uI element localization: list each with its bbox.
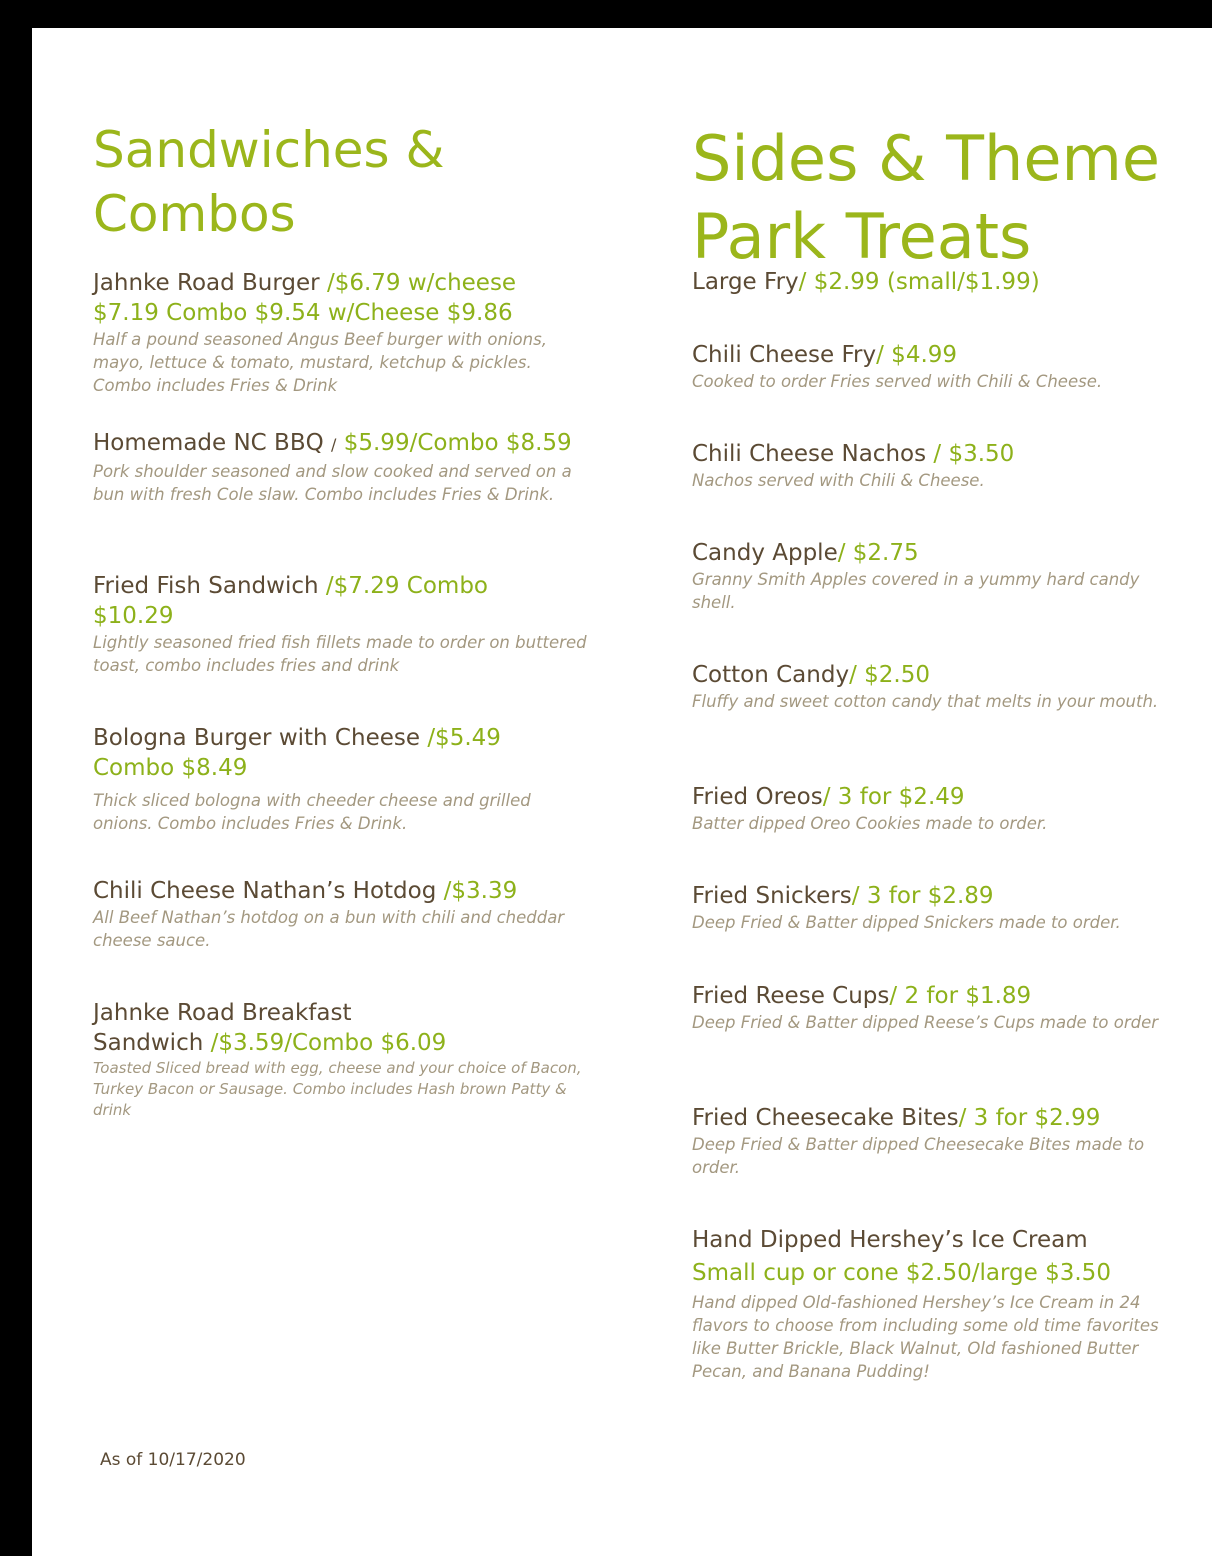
item-name: Chili Cheese Nachos <box>692 441 934 467</box>
item-name: Jahnke Road Breakfast <box>93 1000 352 1026</box>
heading-line-1: Sides & Theme <box>692 122 1160 195</box>
menu-item-fried-snickers <box>692 881 1172 934</box>
menu-item-large-fry <box>692 267 1172 297</box>
item-name: Fried Oreos <box>692 784 823 810</box>
item-title <box>93 876 593 906</box>
item-price: $5.99/Combo $8.59 <box>336 430 572 456</box>
menu-item-chili-cheese-fry <box>692 340 1172 393</box>
item-name: Fried Fish Sandwich <box>93 573 326 599</box>
as-of-date: As of 10/17/2020 <box>100 1450 246 1470</box>
item-name: Chili Cheese Fry <box>692 342 877 368</box>
item-price: / $3.50 <box>933 441 1015 467</box>
menu-item-cotton-candy <box>692 660 1172 713</box>
item-title <box>93 723 593 753</box>
item-title <box>692 981 1172 1011</box>
item-price: / 3 for $2.49 <box>822 784 965 810</box>
item-title <box>692 660 1172 690</box>
item-description: Granny Smith Apples covered in a yummy hard candy shell. <box>692 570 1140 612</box>
item-name: Chili Cheese Nathan’s Hotdog <box>93 878 444 904</box>
item-name: Large Fry <box>692 269 799 295</box>
menu-item-nathans-hotdog <box>93 876 593 952</box>
item-description: All Beef Nathan’s hotdog on a bun with chili and cheddar cheese sauce. <box>93 908 565 950</box>
menu-item-fried-oreos <box>692 782 1172 835</box>
item-description: Nachos served with Chili & Cheese. <box>692 471 985 490</box>
item-title <box>692 881 1172 911</box>
menu-item-fried-cheesecake-bites <box>692 1103 1172 1179</box>
item-price: / $2.50 <box>849 662 930 688</box>
item-name: Candy Apple <box>692 540 838 566</box>
menu-item-jahnke-burger <box>93 268 593 397</box>
item-price: /$6.79 w/cheese <box>326 270 517 296</box>
item-description: Pork shoulder seasoned and slow cooked and served on a bun with fresh Cole slaw. Combo includes Fries & Drink. <box>93 462 572 504</box>
item-name-line-2: Sandwich <box>93 1030 211 1056</box>
item-description: Thick sliced bologna with cheeder cheese and grilled onions. Combo includes Fries & Drink. <box>93 791 531 833</box>
menu-item-hersheys-ice-cream <box>692 1225 1172 1383</box>
item-description: Batter dipped Oreo Cookies made to order. <box>692 814 1048 833</box>
item-name: Fried Cheesecake Bites <box>692 1105 959 1131</box>
item-description: Hand dipped Old-fashioned Hershey’s Ice Cream in 24 flavors to choose from including some old time favorites like Butter Brickle, Black Walnut, Old fashioned Butter Pecan, and Banana Pudding! <box>692 1293 1159 1381</box>
item-price: /$5.49 <box>427 725 501 751</box>
item-title <box>692 782 1172 812</box>
menu-item-fish-sandwich <box>93 571 593 677</box>
item-title <box>692 1103 1172 1133</box>
item-price: / 2 for $1.89 <box>889 983 1032 1009</box>
item-name: Fried Reese Cups <box>692 983 890 1009</box>
item-description: Deep Fried & Batter dipped Reese’s Cups made to order <box>692 1013 1159 1032</box>
item-title <box>692 538 1172 568</box>
menu-item-chili-cheese-nachos <box>692 439 1172 492</box>
item-description: Deep Fried & Batter dipped Cheesecake Bites made to order. <box>692 1135 1145 1177</box>
item-description: Cooked to order Fries served with Chili & Cheese. <box>692 372 1103 391</box>
item-price-line-2: $10.29 <box>93 603 174 629</box>
item-description: Fluffy and sweet cotton candy that melts in your mouth. <box>692 692 1159 711</box>
item-price: / 3 for $2.89 <box>851 883 994 909</box>
item-title-line-2 <box>93 1028 593 1058</box>
menu-page <box>32 28 1212 1556</box>
menu-item-bologna-burger <box>93 723 593 835</box>
item-title <box>692 340 1172 370</box>
item-title <box>93 571 593 601</box>
item-description: Toasted Sliced bread with egg, cheese and your choice of Bacon, Turkey Bacon or Sausage. Combo includes Hash brown Patty & drink <box>93 1059 582 1119</box>
item-price: /$3.39 <box>443 878 518 904</box>
item-price: Small cup or cone $2.50/large $3.50 <box>692 1260 1111 1286</box>
item-price: /$7.29 Combo <box>325 573 489 599</box>
item-name: Fried Snickers <box>692 883 852 909</box>
heading-line-2: Park Treats <box>692 200 1032 273</box>
item-name: Hand Dipped Hershey’s Ice Cream <box>692 1227 1088 1253</box>
menu-item-fried-reese-cups <box>692 981 1172 1034</box>
item-price: / $4.99 <box>876 342 958 368</box>
sandwiches-heading <box>93 118 593 246</box>
item-name: Cotton Candy <box>692 662 850 688</box>
item-description: Half a pound seasoned Angus Beef burger with onions, mayo, lettuce & tomato, mustard, ketchup & pickles. Combo includes Fries & Drink <box>93 330 547 395</box>
item-price: / $2.75 <box>837 540 919 566</box>
item-name: Jahnke Road Burger <box>93 270 327 296</box>
item-title <box>692 439 1172 469</box>
item-separator: / <box>331 435 337 454</box>
heading-line-1: Sandwiches & <box>93 121 445 179</box>
item-name: Homemade NC BBQ <box>93 430 332 456</box>
item-title <box>93 428 593 460</box>
item-description: Lightly seasoned fried fish fillets made to order on buttered toast, combo includes fries and drink <box>93 633 587 675</box>
item-description: Deep Fried & Batter dipped Snickers made to order. <box>692 913 1121 932</box>
item-title <box>93 268 593 298</box>
item-price-line-2: Combo $8.49 <box>93 755 248 781</box>
sandwiches-column <box>93 118 593 1119</box>
heading-line-2: Combos <box>93 185 296 243</box>
menu-item-breakfast-sandwich <box>93 998 593 1121</box>
item-name: Bologna Burger with Cheese <box>93 725 428 751</box>
sides-heading <box>692 120 1172 276</box>
item-price: / 3 for $2.99 <box>958 1105 1101 1131</box>
menu-item-candy-apple <box>692 538 1172 614</box>
item-price: / $2.99 (small/$1.99) <box>798 269 1040 295</box>
item-price-line-2: $7.19 Combo $9.54 w/Cheese $9.86 <box>93 300 513 326</box>
item-price: /$3.59/Combo $6.09 <box>210 1030 447 1056</box>
sides-column <box>692 120 1172 1381</box>
item-title <box>692 267 1172 297</box>
menu-item-nc-bbq <box>93 428 593 506</box>
